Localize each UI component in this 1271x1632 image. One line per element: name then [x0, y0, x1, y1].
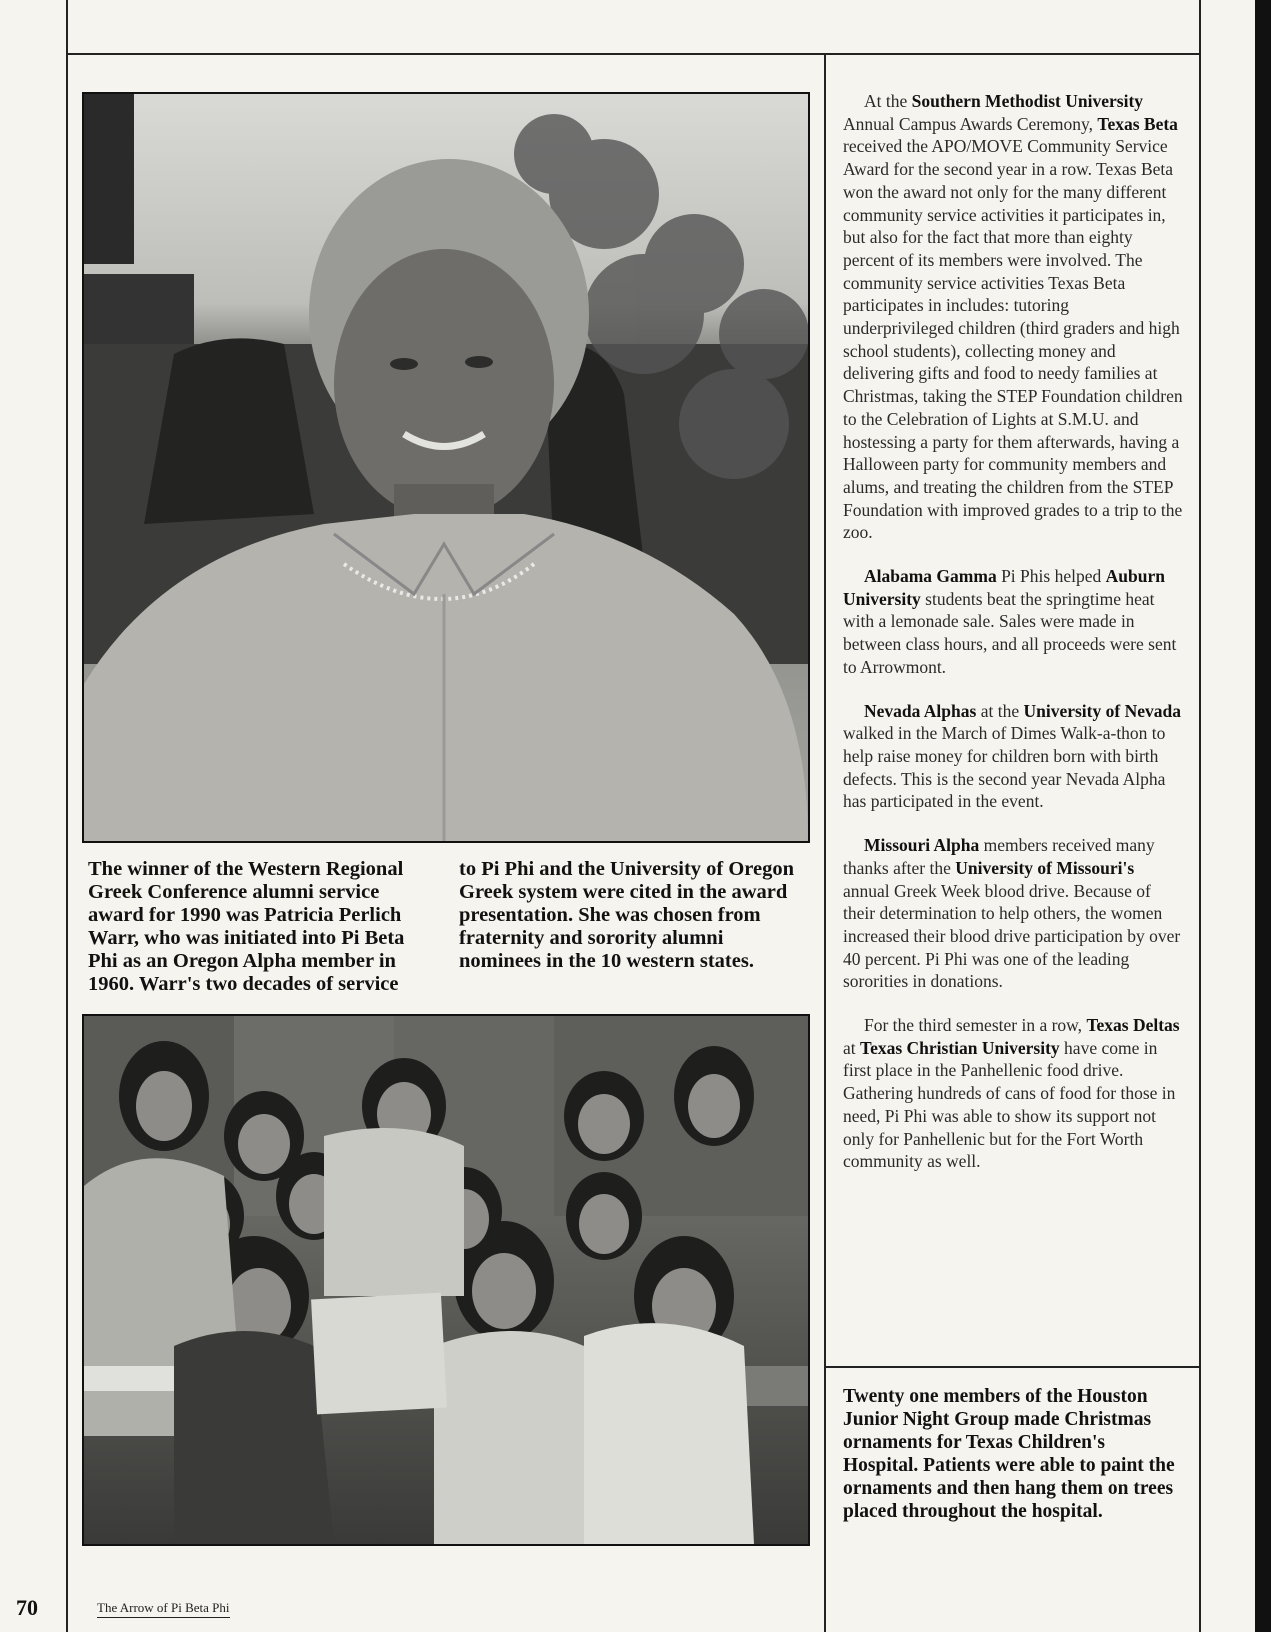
article-text: at	[843, 1037, 861, 1058]
page-frame-right-rule	[1199, 0, 1201, 1632]
article-texas-beta	[843, 90, 1183, 544]
article-text: at the	[976, 700, 1024, 721]
article-missouri-alpha	[843, 834, 1183, 993]
article-text: At the	[864, 91, 912, 111]
article-bold-name: University of Nevada	[1023, 700, 1181, 721]
article-text: students beat the springtime heat with a lemonade sale. Sales were made in between class hours, and all proceeds were sent to Arrowmont.	[843, 588, 1177, 677]
group-photo-illustration	[84, 1016, 808, 1544]
page-frame-top-rule	[66, 53, 1201, 55]
article-text: walked in the March of Dimes Walk-a-thon to help raise money for children born with birth defects. This is the second year Nevada Alpha has participated in the event.	[843, 723, 1166, 812]
article-bold-name: Missouri Alpha	[864, 835, 980, 856]
article-bold-name: Alabama Gamma	[864, 566, 997, 587]
article-text: Annual Campus Awards Ceremony,	[843, 113, 1098, 134]
article-bold-name: Auburn University	[843, 566, 1165, 609]
sidebar-separator-rule	[826, 1366, 1201, 1368]
page-number: 70	[16, 1595, 38, 1620]
article-bold-name: Texas Beta	[1097, 113, 1178, 134]
scan-edge-shadow	[1255, 0, 1271, 1632]
page-frame-left-rule	[66, 0, 68, 1632]
article-texas-delta	[843, 1014, 1183, 1173]
article-bold-name: Southern Methodist University	[911, 91, 1144, 111]
article-text: annual Greek Week blood drive. Because of their determination to help others, the women increased their blood drive participation by over 40 percent. Pi Phi was one of the leading sororities in donations.	[843, 880, 1181, 992]
article-bold-name: Texas Deltas	[1086, 1015, 1180, 1036]
article-text: received the APO/MOVE Community Service Award for the second year in a row. Texas Beta won the award not only for the many different community service activities it participates in, but also for the fact that more than eighty percent of its members were involved. The community service activities Texas Beta participates in includes: tutoring underprivileged children (third graders and high school students), collecting money and delivering gifts and food to needy families at Christmas, taking the STEP Foundation children to the Celebration of Lights at S.M.U. and hostessing a party for them afterwards, having a Halloween party for community members and alums, and treating the children from the STEP Foundation with improved grades to a trip to the zoo.	[843, 136, 1183, 543]
article-text: members received many thanks after the	[843, 835, 1155, 878]
article-text: have come in first place in the Panhellenic food drive. Gathering hundreds of cans of food for those in need, Pi Phi was able to show its support not only for Panhellenic but for the Fort Worth community as well.	[843, 1037, 1176, 1172]
column-divider-rule	[824, 55, 826, 1632]
article-bold-name: Texas Christian University	[860, 1037, 1060, 1058]
publication-footer: The Arrow of Pi Beta Phi	[97, 1600, 230, 1618]
chapter-news-column	[843, 90, 1183, 1194]
article-bold-name: Nevada Alphas	[864, 700, 977, 721]
article-text: Pi Phis helped	[996, 566, 1106, 587]
article-nevada-alpha	[843, 700, 1183, 814]
houston-group-photo	[82, 1014, 810, 1546]
article-text: For the third semester in a row,	[864, 1015, 1087, 1036]
portrait-illustration	[84, 94, 808, 841]
portrait-caption-column-2: to Pi Phi and the University of Oregon Greek system were cited in the award presentation. She was chosen from fraternity and sorority alumni nominees in the 10 western states.	[459, 858, 795, 972]
article-alabama-gamma	[843, 565, 1183, 679]
article-bold-name: University of Missouri's	[955, 857, 1135, 878]
portrait-caption-column-1: The winner of the Western Regional Greek Conference alumni service award for 1990 was Patricia Perlich Warr, who was initiated into Pi Beta Phi as an Oregon Alpha member in 1960. Warr's two decades of service	[88, 858, 405, 995]
group-photo-caption: Twenty one members of the Houston Junior Night Group made Christmas ornaments for Texas Children's Hospital. Patients were able to paint the ornaments and then hang them on trees placed throughout the hospital.	[843, 1386, 1175, 1522]
award-winner-portrait-photo	[82, 92, 810, 843]
